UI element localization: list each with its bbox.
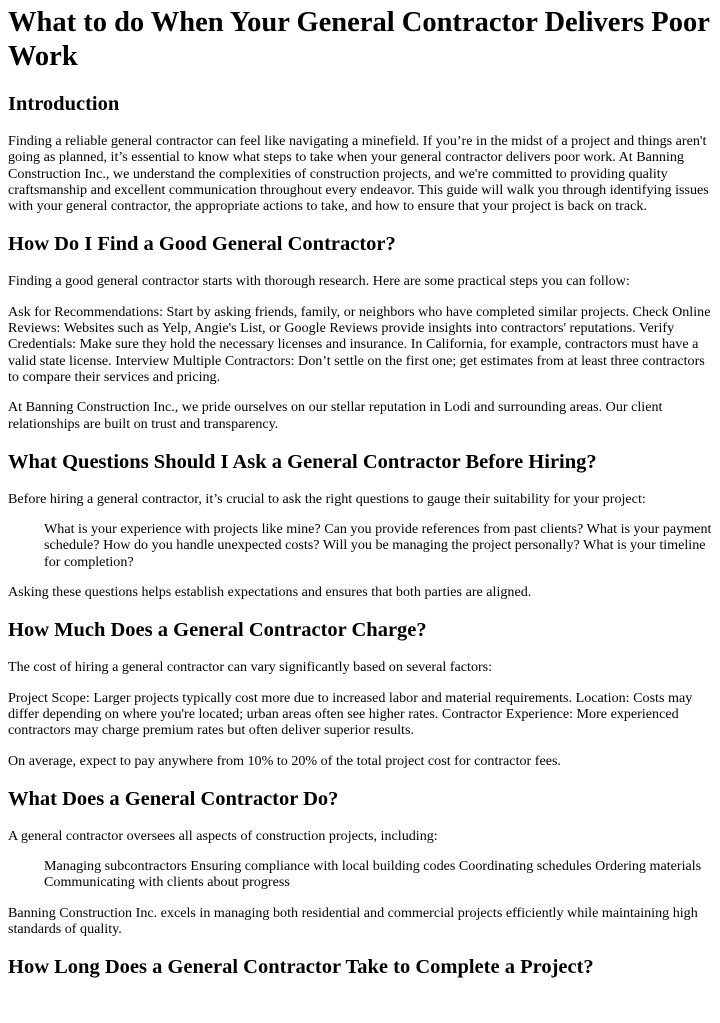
paragraph: On average, expect to pay anywhere from 10% to 20% of the total project cost for contractor fees. bbox=[8, 752, 561, 769]
section-heading-timeline: How Long Does a General Contractor Take to Complete a Project? bbox=[8, 956, 594, 979]
paragraph: Ask for Recommendations: Start by asking friends, family, or neighbors who have completed similar projects. Check Online Reviews: Websites such as Yelp, Angie's List, or Google Reviews provide insights into contractors' reputations. Verify Credentials: Make sure they hold the necessary licenses and insurance. In California, for example, contractors must have a valid state license. Interview Multiple Contractors: Don’t settle on the first one; get estimates from at least three contractors to compare their services and pricing. bbox=[8, 303, 711, 385]
paragraph: Before hiring a general contractor, it’s crucial to ask the right questions to gauge their suitability for your project: bbox=[8, 490, 646, 507]
paragraph: Project Scope: Larger projects typically cost more due to increased labor and material requirements. Location: Costs may differ depending on where you're located; urban areas often see higher rates. Contractor Experience: More experienced contractors may charge premium rates but often deliver superior results. bbox=[8, 689, 693, 739]
paragraph: At Banning Construction Inc., we pride ourselves on our stellar reputation in Lodi and surrounding areas. Our client relationships are built on trust and transparency. bbox=[8, 399, 663, 432]
page-title: What to do When Your General Contractor Delivers Poor Work bbox=[8, 7, 710, 72]
section-heading-introduction: Introduction bbox=[8, 93, 120, 115]
section-heading-find-contractor: How Do I Find a Good General Contractor? bbox=[8, 233, 396, 256]
section-heading-cost: How Much Does a General Contractor Charge? bbox=[8, 619, 427, 642]
paragraph: Finding a good general contractor starts with thorough research. Here are some practical steps you can follow: bbox=[8, 273, 630, 290]
paragraph: Asking these questions helps establish expectations and ensures that both parties are aligned. bbox=[8, 584, 532, 601]
blockquote-duties: Managing subcontractors Ensuring compliance with local building codes Coordinating schedules Ordering materials Communicating with clients about progress bbox=[44, 858, 702, 891]
paragraph: A general contractor oversees all aspects of construction projects, including: bbox=[8, 827, 438, 844]
paragraph: Finding a reliable general contractor can feel like navigating a minefield. If you’re in the midst of a project and things aren't going as planned, it’s essential to know what steps to take when your general contractor delivers poor work. At Banning Construction Inc., we understand the complexities of construction projects, and we're committed to providing quality craftsmanship and excellent communication throughout every endeavor. This guide will walk you through identifying issues with your general contractor, the appropriate actions to take, and how to ensure that your project is back on track. bbox=[8, 133, 709, 215]
section-heading-duties: What Does a General Contractor Do? bbox=[8, 787, 339, 810]
paragraph: Banning Construction Inc. excels in managing both residential and commercial projects efficiently while maintaining high standards of quality. bbox=[8, 904, 698, 938]
article bbox=[0, 6, 720, 979]
blockquote-questions: What is your experience with projects like mine? Can you provide references from past clients? What is your payment schedule? How do you handle unexpected costs? Will you be managing the project personally? What is your timeline for completion? bbox=[44, 521, 712, 570]
paragraph: The cost of hiring a general contractor can vary significantly based on several factors: bbox=[8, 659, 493, 676]
section-heading-questions: What Questions Should I Ask a General Contractor Before Hiring? bbox=[8, 450, 597, 473]
